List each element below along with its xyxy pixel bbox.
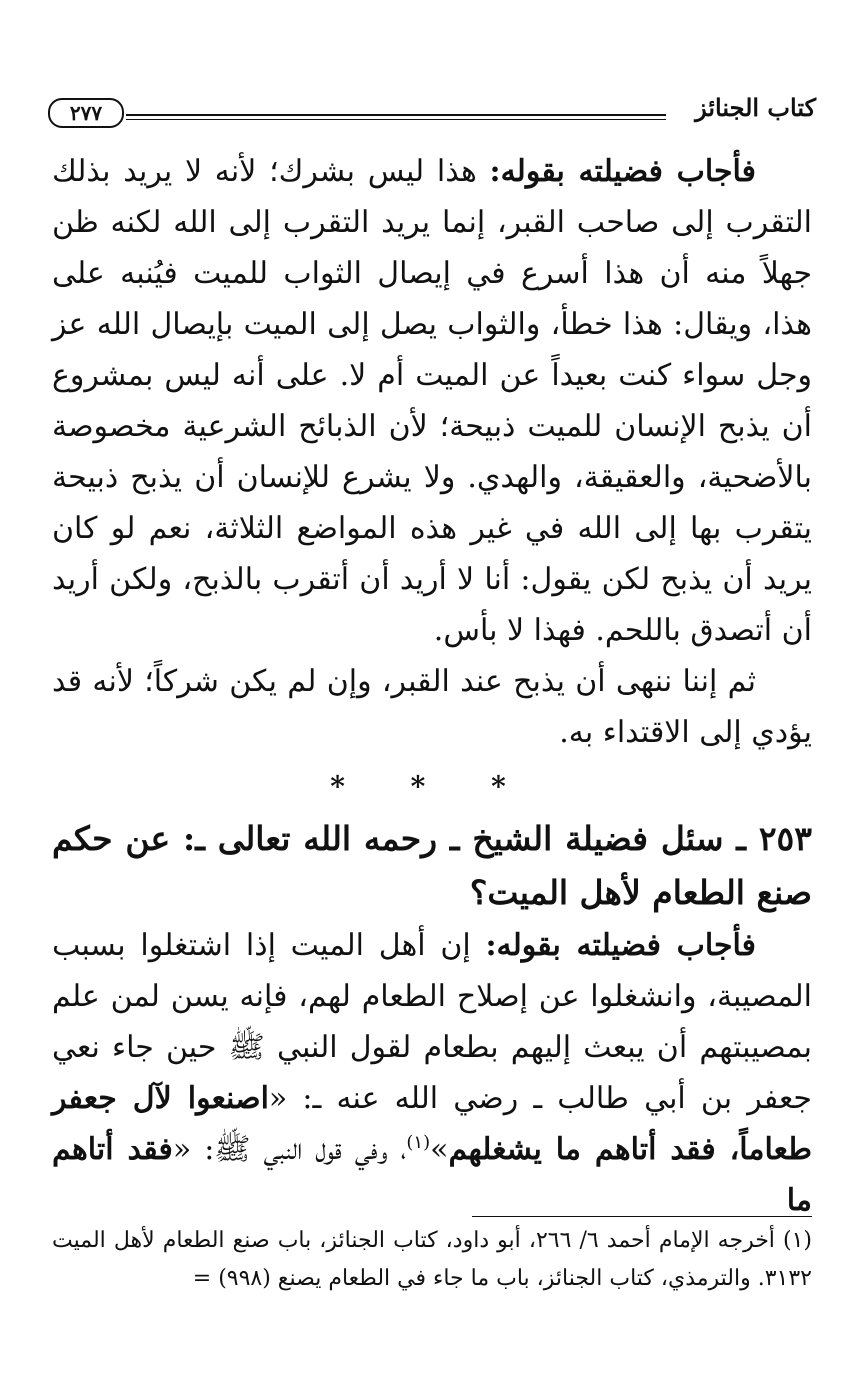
quote-close: »	[430, 1132, 449, 1167]
running-title: كتاب الجنائز	[695, 93, 816, 122]
answer-lead-2: فأجاب فضيلته بقوله:	[485, 928, 756, 963]
hadith-quote-1: اصنعوا لآل جعفر طعاماً، فقد أتاهم ما يشغلهم	[52, 1081, 812, 1167]
header-rule	[126, 114, 666, 116]
answer-lead: فأجاب فضيلته بقوله:	[489, 154, 756, 189]
page-number: ٢٧٧	[48, 98, 124, 128]
answer-paragraph-1	[52, 146, 812, 656]
paragraph-2: ثم إننا ننهى أن يذبح عند القبر، وإن لم يكن شركاً؛ لأنه قد يؤدي إلى الاقتداء به.	[52, 664, 812, 750]
answer-text: هذا ليس بشرك؛ لأنه لا يريد بذلك التقرب إلى صاحب القبر، إنما يريد التقرب إلى الله لكنه ظن جهلاً منه أن هذا أسرع في إيصال الثواب للميت فيُنبه على هذا، ويقال: هذا خطأ، والثواب يصل إلى الميت بإيصال الله عز وجل سواء كنت بعيداً عن الميت أم لا. على أنه ليس بمشروع أن يذبح الإنسان للميت ذبيحة؛ لأن الذبائح الشرعية مخصوصة بالأضحية، والعقيقة، والهدي. ولا يشرع للإنسان أن يذبح ذبيحة يتقرب بها إلى الله في غير هذه المواضع الثلاثة، نعم لو كان يريد أن يذبح لكن يقول: أنا لا أريد أن أتقرب بالذبح، ولكن أريد أن أتصدق باللحم. فهذا لا بأس.	[52, 154, 812, 648]
answer-text-2c: ، وفي قول النبي ﷺ: «	[172, 1132, 407, 1167]
main-text	[52, 146, 812, 1226]
header-rule-secondary	[126, 119, 666, 120]
answer-paragraph-2	[52, 920, 812, 1226]
section-separator: * * *	[330, 770, 534, 803]
page-header	[48, 92, 816, 132]
footnote-reference: (١)	[406, 1132, 431, 1153]
footnote-rule	[472, 1216, 812, 1217]
hadith-quote-2: فقد أتاهم ما	[52, 1132, 812, 1218]
answer-text-2a: إن أهل الميت إذا اشتغلوا بسبب المصيبة، وانشغلوا عن إصلاح الطعام لهم، فإنه يسن لمن علم بمصيبتهم أن يبعث إليهم بطعام لقول النبي ﷺ حين جاء نعي جعفر بن أبي طالب ـ رضي الله عنه ـ: «	[52, 928, 812, 1116]
question-heading: ٢٥٣ ـ سئل فضيلة الشيخ ـ رحمه الله تعالى ـ: عن حكم صنع الطعام لأهل الميت؟	[52, 819, 812, 912]
footnote	[52, 1222, 812, 1298]
footnote-text: (١) أخرجه الإمام أحمد ٦/ ٢٦٦، أبو داود، كتاب الجنائز، باب صنع الطعام لأهل الميت ٣١٣٢. والترمذي، كتاب الجنائز، باب ما جاء في الطعام يصنع (٩٩٨) =	[52, 1228, 812, 1291]
